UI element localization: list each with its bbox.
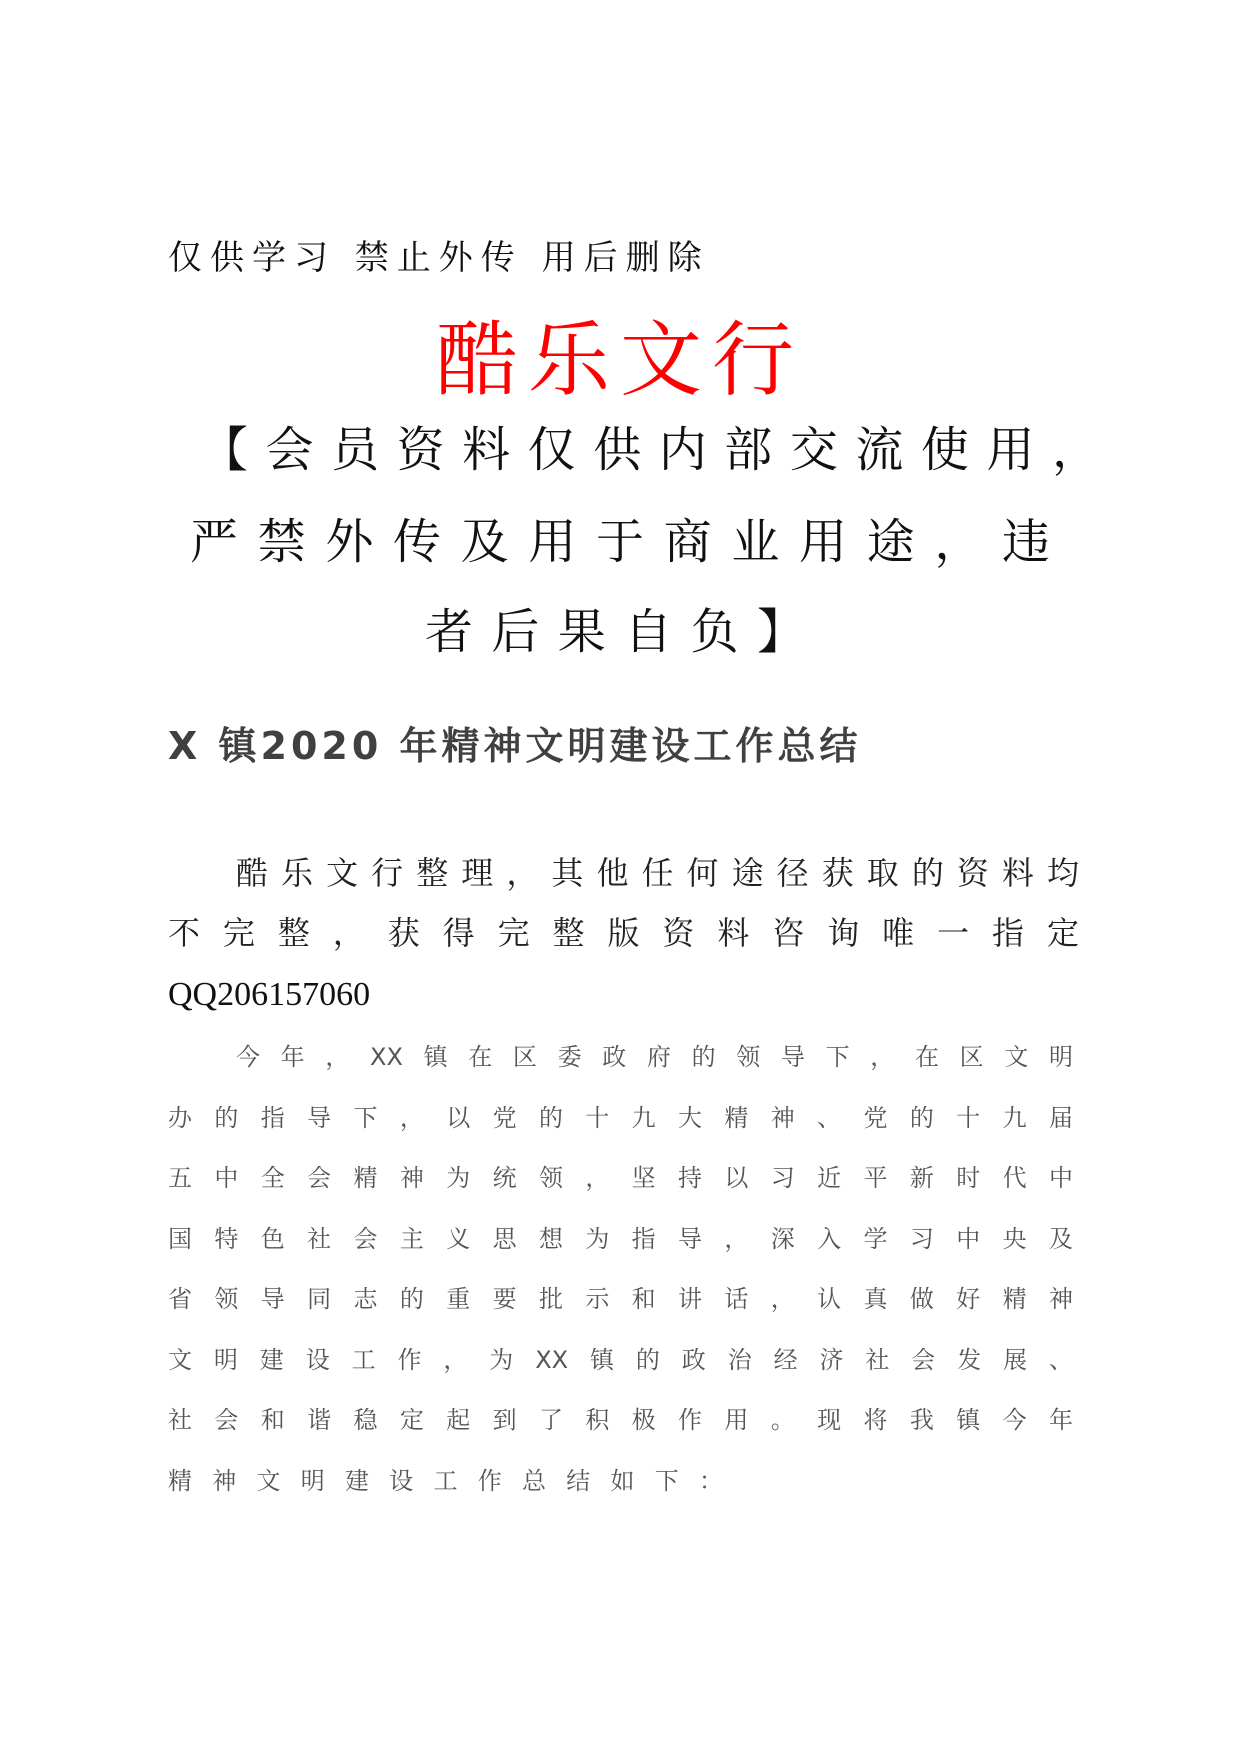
intro-contact: QQ206157060 [168,976,371,1013]
warning-line: 【会员资料仅供内部交流使用， [200,422,1100,478]
body-line: 今年，XX镇在区委政府的领导下，在区文明 [236,1043,1073,1071]
body-line: 精神文明建设工作总结如下： [168,1467,723,1495]
intro-line: 酷乐文行整理，其他任何途径获取的资料均 [236,854,1079,892]
body-line: 五中全会精神为统领，坚持以习近平新时代中 [168,1164,1073,1192]
warning-line: 者后果自负】 [425,604,805,660]
body-line: 省领导同志的重要批示和讲话，认真做好精神 [168,1285,1073,1313]
body-line: 国特色社会主义思想为指导，深入学习中央及 [168,1225,1073,1253]
intro-line: 不完整，获得完整版资料咨询唯一指定 [168,914,1079,952]
body-line: 文明建设工作，为XX镇的政治经济社会发展、 [168,1346,1073,1374]
document-heading: X 镇2020 年精神文明建设工作总结 [168,724,862,768]
warning-line: 严禁外传及用于商业用途，违 [190,514,1050,570]
usage-notice: 仅供学习 禁止外传 用后删除 [168,238,710,278]
body-line: 办的指导下，以党的十九大精神、党的十九届 [168,1104,1073,1132]
body-line: 社会和谐稳定起到了积极作用。现将我镇今年 [168,1406,1073,1434]
brand-title: 酷乐文行 [435,313,804,408]
